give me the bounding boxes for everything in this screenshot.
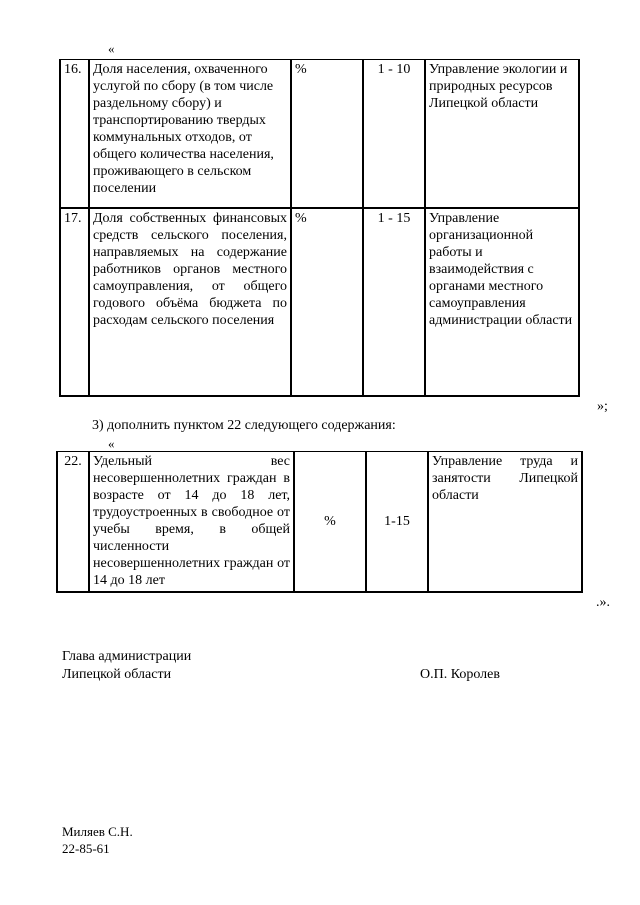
unit-cell: % — [291, 208, 363, 396]
points-cell: 1 - 10 — [363, 60, 425, 208]
table-row — [60, 208, 579, 396]
table-row — [60, 60, 579, 208]
points-cell: 1-15 — [366, 452, 428, 592]
instruction-text: 3) дополнить пунктом 22 следующего содержания: — [92, 418, 396, 433]
signature-line2: Липецкой области — [62, 667, 172, 682]
indicator-cell: Удельный вес несовершеннолетних граждан в возрасте от 14 до 18 лет, трудоустроенных в свободное от учебы время, в общей численности несовершеннолетних граждан от 14 до 18 лет — [89, 452, 294, 592]
unit-cell: % — [294, 452, 366, 592]
opening-quote: « — [108, 436, 115, 451]
closing-quote: »; — [597, 399, 608, 414]
indicator-cell: Доля собственных финансовых средств сельского поселения, направляемых на содержание работников органов местного самоуправления, от общего годового объёма бюджета по расходам сельского поселения — [89, 208, 291, 396]
executor-phone: 22-85-61 — [62, 841, 110, 856]
table-row — [57, 452, 582, 592]
responsible-cell: Управление экологии и природных ресурсов Липецкой области — [425, 60, 579, 208]
signature-line1: Глава администрации — [62, 649, 192, 664]
unit-cell: % — [291, 60, 363, 208]
responsible-cell: Управление труда и занятости Липецкой области — [428, 452, 582, 592]
points-cell: 1 - 15 — [363, 208, 425, 396]
responsible-cell: Управление организационной работы и взаимодействия с органами местного самоуправления администрации области — [425, 208, 579, 396]
closing-quote: .». — [596, 595, 610, 610]
indicators-table — [59, 59, 580, 397]
row-number: 22. — [57, 452, 89, 592]
row-number: 17. — [60, 208, 89, 396]
opening-quote: « — [108, 41, 115, 56]
executor-info — [62, 823, 133, 857]
indicators-table-addition — [56, 451, 583, 593]
indicator-cell: Доля населения, охваченного услугой по сбору (в том числе раздельному сбору) и транспортированию твердых коммунальных отходов, от общего количества населения, проживающего в сельском поселении — [89, 60, 291, 208]
signature-name: О.П. Королев — [420, 667, 500, 682]
row-number: 16. — [60, 60, 89, 208]
signature-title — [62, 648, 191, 684]
executor-name: Миляев С.Н. — [62, 824, 133, 839]
